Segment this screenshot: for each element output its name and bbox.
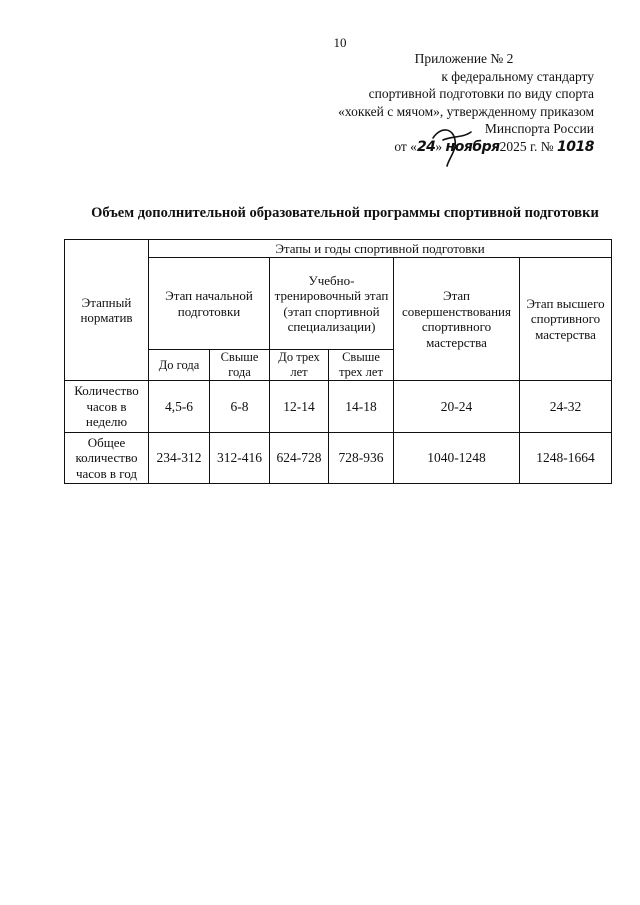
table-cell: 12-14: [270, 381, 329, 433]
table-cell: 1248-1664: [520, 433, 612, 484]
table-cell: 624-728: [270, 433, 329, 484]
table-cell: 728-936: [329, 433, 394, 484]
header-stages-group: Этапы и годы спортивной подготовки: [149, 240, 612, 258]
annex-header: [294, 50, 594, 156]
table-cell: 24-32: [520, 381, 612, 433]
annex-line-standard: к федеральному стандарту: [441, 68, 594, 84]
table-cell: 234-312: [149, 433, 210, 484]
date-day: 24: [416, 138, 436, 155]
header-stage-improvement: Этап совершенствования спортивного мастерства: [394, 258, 520, 381]
page-number: 10: [333, 35, 347, 50]
table-cell: 4,5-6: [149, 381, 210, 433]
header-initial-under-year: До года: [149, 350, 210, 381]
header-norm: Этапный норматив: [65, 240, 149, 381]
date-prefix: от «: [394, 138, 417, 154]
date-mid: »: [435, 138, 443, 154]
header-stage-initial: Этап начальной подготовки: [149, 258, 270, 350]
row-label: Общее количество часов в год: [65, 433, 149, 484]
order-number: 1018: [557, 138, 594, 155]
training-volume-table: [64, 239, 612, 484]
row-label: Количество часов в неделю: [65, 381, 149, 433]
table-cell: 14-18: [329, 381, 394, 433]
annex-title: Приложение № 2: [414, 51, 514, 66]
header-training-over-three: Свыше трех лет: [329, 350, 394, 381]
header-stage-highest: Этап высшего спортивного мастерства: [520, 258, 612, 381]
annex-line-sport: спортивной подготовки по виду спорта: [368, 86, 594, 101]
table-row: [65, 381, 612, 433]
table-cell: 1040-1248: [394, 433, 520, 484]
table-cell: 312-416: [210, 433, 270, 484]
header-initial-over-year: Свыше года: [210, 350, 270, 381]
table-row: [65, 433, 612, 484]
document-title: Объем дополнительной образовательной программы спортивной подготовки: [91, 205, 599, 221]
header-stage-training: Учебно-тренировочный этап (этап спортивной специализации): [270, 258, 394, 350]
annex-line-ministry: Минспорта России: [484, 121, 594, 136]
date-year: 2025 г. №: [499, 138, 554, 154]
annex-line-order: «хоккей с мячом», утвержденному приказом: [338, 103, 594, 119]
table-cell: 6-8: [210, 381, 270, 433]
annex-date-line: [294, 138, 594, 157]
table-cell: 20-24: [394, 381, 520, 433]
date-month: ноября: [445, 138, 500, 155]
header-training-under-three: До трех лет: [270, 350, 329, 381]
